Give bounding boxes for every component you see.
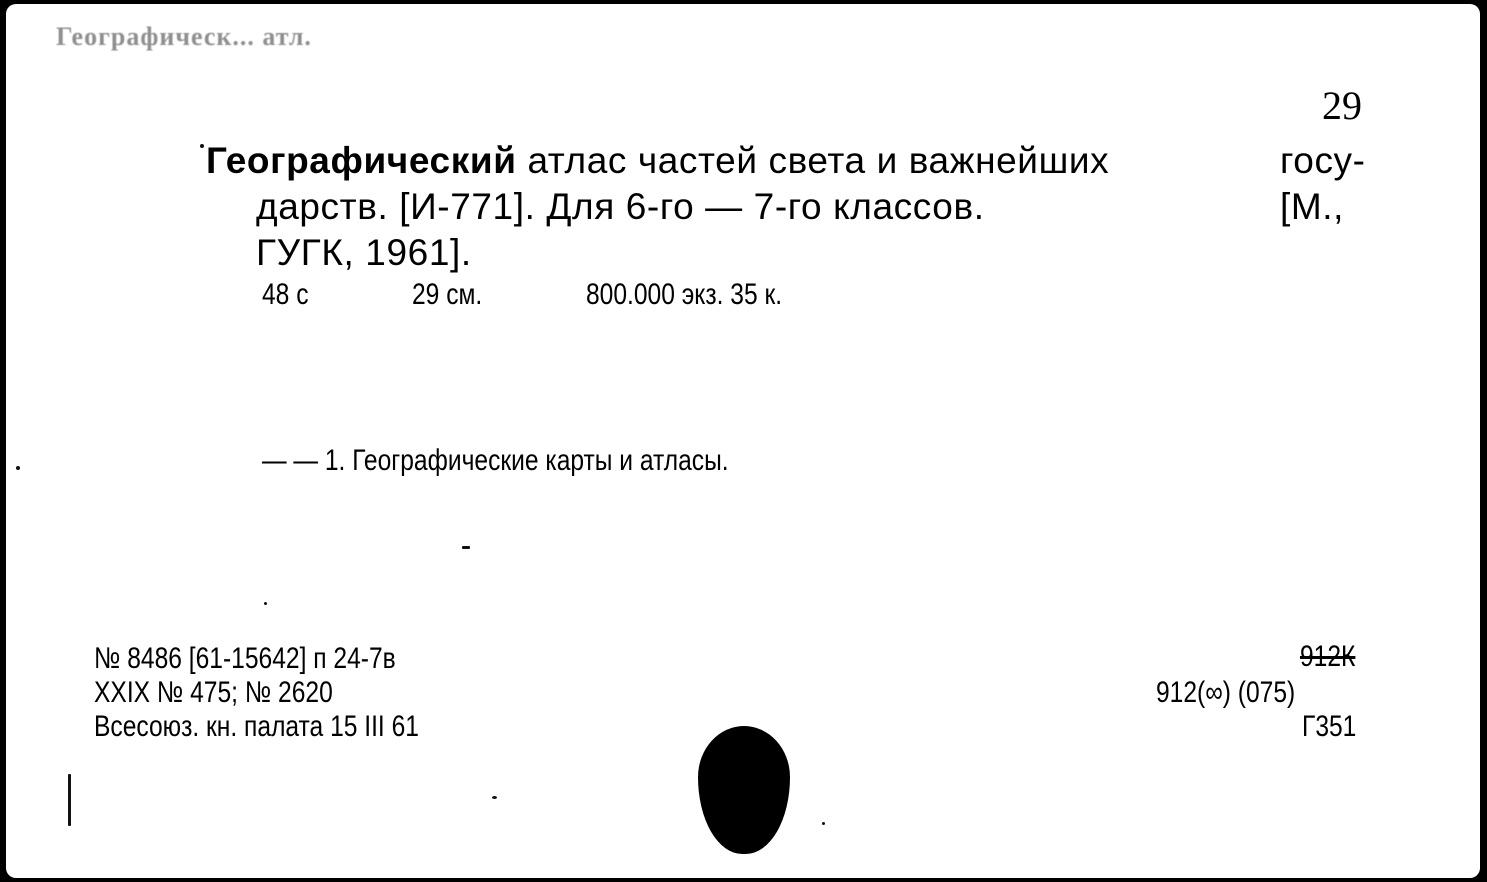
punch-hole	[698, 726, 790, 854]
collation-size: 29 см.	[412, 278, 483, 311]
card-number: 29	[1322, 83, 1362, 128]
speck	[492, 796, 497, 799]
header-stamp: Географическ... атл.	[56, 22, 312, 51]
title-line-1	[206, 140, 1366, 182]
speck	[822, 822, 825, 825]
reference-line: Всесоюз. кн. палата 15 III 61	[94, 710, 419, 743]
reference-line: № 8486 [61-15642] п 24-7в	[94, 642, 396, 675]
speck	[68, 774, 71, 826]
collation-pages: 48 с	[262, 278, 309, 311]
title-line-2-end: [М.,	[1280, 186, 1345, 227]
author-mark: Г351	[1302, 710, 1357, 743]
title-line-1-end: госу-	[1280, 140, 1366, 181]
title-line-2	[256, 186, 1345, 228]
title-bold-word: Географический	[206, 140, 517, 181]
reference-line: XXIX № 475; № 2620	[94, 676, 333, 709]
subject-heading: — — 1. Географические карты и атласы.	[262, 444, 729, 477]
collation-print-run: 800.000 экз. 35 к.	[586, 278, 783, 311]
speck	[264, 602, 267, 605]
speck	[462, 546, 470, 549]
speck	[200, 144, 204, 148]
title-line-1-rest: атлас частей света и важнейших	[527, 140, 1110, 181]
speck	[16, 466, 20, 470]
classification-code: 912(∞) (075)	[1156, 676, 1296, 709]
classification-crossed: 912К	[1300, 640, 1356, 673]
title-line-3: ГУГК, 1961].	[256, 232, 472, 273]
title-line-2-text: дарств. [И-771]. Для 6-го — 7-го классов.	[256, 186, 985, 227]
catalog-card	[6, 4, 1480, 878]
